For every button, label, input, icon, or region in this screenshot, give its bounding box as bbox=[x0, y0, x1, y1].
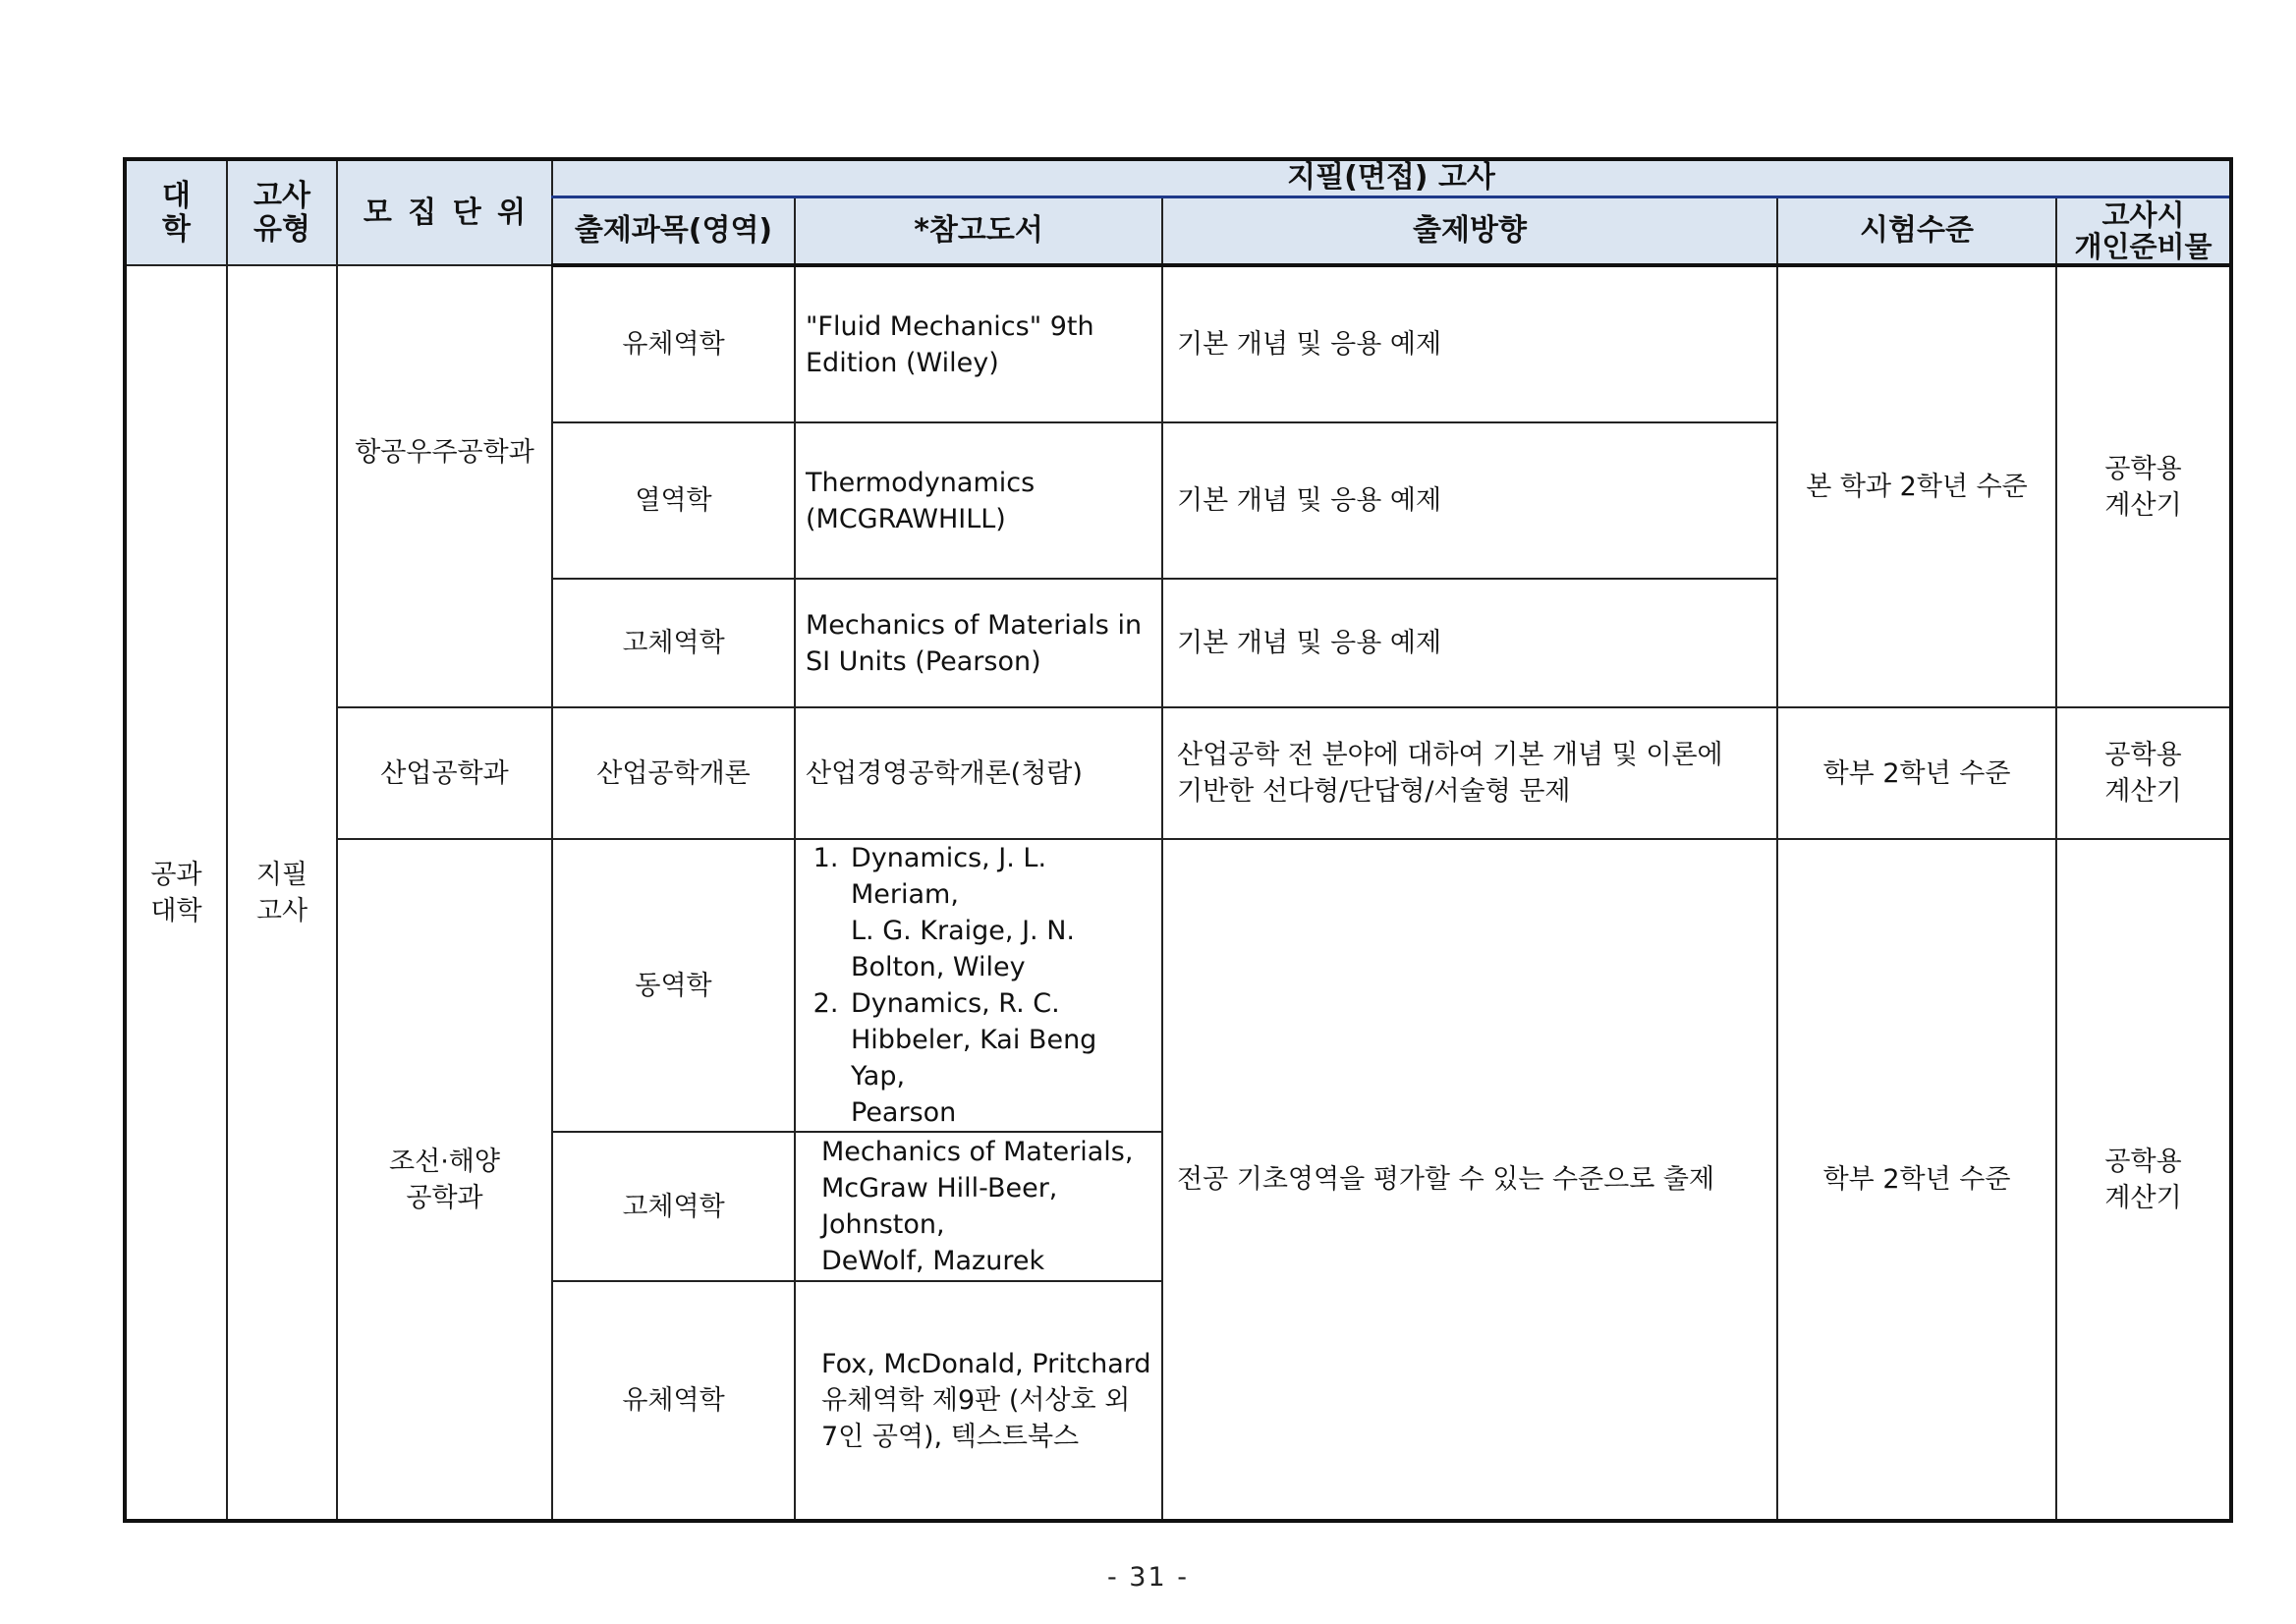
header-direction: 출제방향 bbox=[1162, 196, 1777, 265]
header-university: 대 학 bbox=[125, 159, 227, 265]
reference-cell: "Fluid Mechanics" 9th Edition (Wiley) bbox=[795, 265, 1162, 422]
reference-cell: Thermodynamics (MCGRAWHILL) bbox=[795, 422, 1162, 579]
table-row bbox=[125, 707, 2231, 839]
exam-type-cell: 지필 고사 bbox=[227, 265, 337, 1521]
header-personal-items: 고사시 개인준비물 bbox=[2056, 196, 2231, 265]
reference-cell: Fox, McDonald, Pritchard 유체역학 제9판 (서상호 외 7인 공역), 텍스트북스 bbox=[795, 1281, 1162, 1521]
page-number: - 31 - bbox=[1106, 1562, 1189, 1593]
subject-cell: 유체역학 bbox=[552, 265, 795, 422]
subject-cell: 고체역학 bbox=[552, 579, 795, 707]
unit-naval: 조선·해양 공학과 bbox=[337, 839, 552, 1521]
table-row bbox=[125, 265, 2231, 422]
items-industrial: 공학용 계산기 bbox=[2056, 707, 2231, 839]
direction-cell: 산업공학 전 분야에 대하여 기본 개념 및 이론에 기반한 선다형/단답형/서술형 문제 bbox=[1162, 707, 1777, 839]
reference-item: 2. Dynamics, R. C. Hibbeler, Kai Beng Yap, Pearson bbox=[847, 985, 1151, 1131]
reference-list bbox=[813, 840, 1151, 1131]
subject-cell: 유체역학 bbox=[552, 1281, 795, 1521]
header-reference-books: *참고도서 bbox=[795, 196, 1162, 265]
reference-cell: Mechanics of Materials in SI Units (Pearson) bbox=[795, 579, 1162, 707]
direction-cell: 기본 개념 및 응용 예제 bbox=[1162, 579, 1777, 707]
unit-aerospace-label: 항공우주공학과 bbox=[355, 436, 534, 468]
direction-cell: 기본 개념 및 응용 예제 bbox=[1162, 422, 1777, 579]
subject-cell: 산업공학개론 bbox=[552, 707, 795, 839]
unit-aerospace bbox=[337, 265, 552, 707]
direction-naval: 전공 기초영역을 평가할 수 있는 수준으로 출제 bbox=[1162, 839, 1777, 1521]
subject-cell: 열역학 bbox=[552, 422, 795, 579]
exam-info-table bbox=[123, 157, 2233, 1523]
table-row bbox=[125, 839, 2231, 1132]
reference-item: 1. Dynamics, J. L. Meriam, L. G. Kraige, J. N. Bolton, Wiley bbox=[847, 840, 1151, 985]
header-written-exam-group: 지필(면접) 고사 bbox=[552, 159, 2231, 196]
items-naval: 공학용 계산기 bbox=[2056, 839, 2231, 1521]
header-exam-level: 시험수준 bbox=[1777, 196, 2056, 265]
reference-cell bbox=[795, 839, 1162, 1132]
direction-cell: 기본 개념 및 응용 예제 bbox=[1162, 265, 1777, 422]
reference-cell: 산업경영공학개론(청람) bbox=[795, 707, 1162, 839]
items-aerospace: 공학용 계산기 bbox=[2056, 265, 2231, 707]
header-exam-type: 고사 유형 bbox=[227, 159, 337, 265]
subject-cell: 동역학 bbox=[552, 839, 795, 1132]
subject-cell: 고체역학 bbox=[552, 1132, 795, 1281]
level-aerospace: 본 학과 2학년 수준 bbox=[1777, 265, 2056, 707]
level-industrial: 학부 2학년 수준 bbox=[1777, 707, 2056, 839]
header-recruit-unit: 모 집 단 위 bbox=[337, 159, 552, 265]
header-subject: 출제과목(영역) bbox=[552, 196, 795, 265]
level-naval: 학부 2학년 수준 bbox=[1777, 839, 2056, 1521]
reference-cell: Mechanics of Materials, McGraw Hill-Beer, Johnston, DeWolf, Mazurek bbox=[795, 1132, 1162, 1281]
unit-industrial: 산업공학과 bbox=[337, 707, 552, 839]
university-cell: 공과 대학 bbox=[125, 265, 227, 1521]
